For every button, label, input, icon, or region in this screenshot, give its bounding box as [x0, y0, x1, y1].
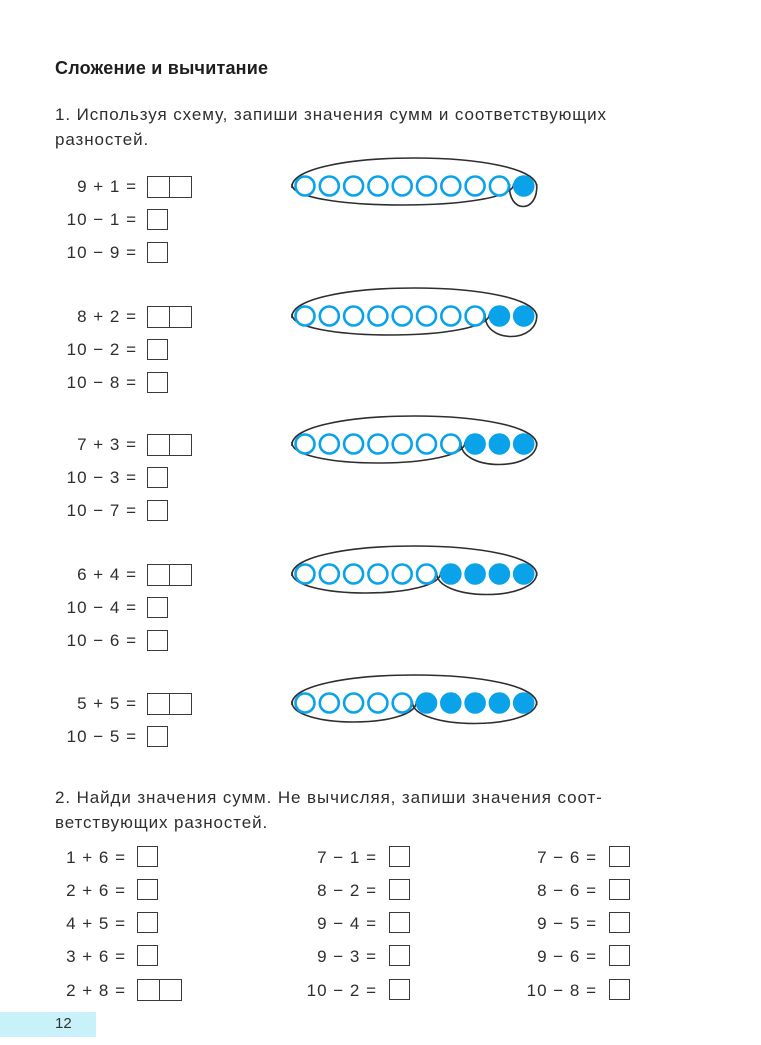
answer-box-two-digit[interactable]	[147, 693, 192, 715]
answer-box[interactable]	[147, 597, 168, 618]
answer-box[interactable]	[137, 846, 158, 867]
open-circle	[320, 177, 339, 196]
page-number-tab	[0, 1012, 96, 1037]
open-circle	[320, 307, 339, 326]
open-circle	[441, 177, 460, 196]
task2-equation-c2-r1: 7 − 1 =	[317, 848, 377, 867]
filled-circle	[466, 694, 485, 713]
open-circle	[417, 565, 436, 584]
task2-equation-c3-r4: 9 − 6 =	[537, 947, 597, 966]
equation-4-diff-0: 10 − 4 =	[66, 598, 137, 617]
box-divider	[169, 694, 170, 714]
answer-box[interactable]	[609, 945, 630, 966]
filled-circle	[417, 694, 436, 713]
open-circle	[320, 435, 339, 454]
open-circle	[296, 435, 315, 454]
task2-equation-c1-r3: 4 + 5 =	[66, 914, 126, 933]
task2-equation-c2-r5: 10 − 2 =	[306, 981, 377, 1000]
task2-equation-c2-r4: 9 − 3 =	[317, 947, 377, 966]
open-circle	[320, 694, 339, 713]
open-circle	[344, 177, 363, 196]
equation-4-sum: 6 + 4 =	[77, 565, 137, 584]
filled-circle	[490, 435, 509, 454]
open-circle	[344, 694, 363, 713]
answer-box-two-digit[interactable]	[137, 979, 182, 1001]
circle-scheme-1	[285, 147, 545, 237]
open-circle	[393, 177, 412, 196]
answer-box[interactable]	[609, 912, 630, 933]
circle-scheme-4	[285, 535, 545, 625]
answer-box[interactable]	[389, 912, 410, 933]
equation-4-diff-1: 10 − 6 =	[66, 631, 137, 650]
filled-circle	[514, 565, 533, 584]
task2-equation-c1-r4: 3 + 6 =	[66, 947, 126, 966]
open-circle	[441, 435, 460, 454]
circle-scheme-3	[285, 405, 545, 495]
open-circle	[417, 177, 436, 196]
task1-line1: 1. Используя схему, запиши значения сумм и соответствующих	[55, 105, 607, 124]
answer-box[interactable]	[147, 209, 168, 230]
task2-instruction	[55, 785, 603, 835]
task2-equation-c1-r2: 2 + 6 =	[66, 881, 126, 900]
answer-box-two-digit[interactable]	[147, 306, 192, 328]
equation-2-diff-1: 10 − 8 =	[66, 373, 137, 392]
equation-1-sum: 9 + 1 =	[77, 177, 137, 196]
task2-equation-c3-r1: 7 − 6 =	[537, 848, 597, 867]
equation-1-diff-1: 10 − 9 =	[66, 243, 137, 262]
answer-box[interactable]	[137, 945, 158, 966]
filled-circle	[466, 435, 485, 454]
box-divider	[169, 307, 170, 327]
task2-line1: 2. Найди значения сумм. Не вычисляя, запиши значения соот-	[55, 788, 603, 807]
filled-circle	[490, 694, 509, 713]
answer-box[interactable]	[389, 945, 410, 966]
task1-instruction	[55, 102, 607, 152]
equation-3-diff-1: 10 − 7 =	[66, 501, 137, 520]
open-circle	[417, 307, 436, 326]
answer-box[interactable]	[389, 879, 410, 900]
answer-box[interactable]	[137, 912, 158, 933]
task1-line2: разностей.	[55, 130, 150, 149]
task2-line2: ветствующих разностей.	[55, 813, 269, 832]
filled-circle	[441, 694, 460, 713]
answer-box[interactable]	[147, 630, 168, 651]
box-divider	[169, 565, 170, 585]
task2-equation-c1-r5: 2 + 8 =	[66, 981, 126, 1000]
answer-box[interactable]	[147, 726, 168, 747]
filled-circle	[514, 307, 533, 326]
equation-3-diff-0: 10 − 3 =	[66, 468, 137, 487]
open-circle	[368, 435, 387, 454]
open-circle	[296, 565, 315, 584]
open-circle	[393, 694, 412, 713]
answer-box[interactable]	[147, 339, 168, 360]
open-circle	[368, 307, 387, 326]
box-divider	[169, 177, 170, 197]
task2-equation-c3-r2: 8 − 6 =	[537, 881, 597, 900]
answer-box[interactable]	[609, 979, 630, 1000]
open-circle	[368, 565, 387, 584]
box-divider	[159, 980, 160, 1000]
open-circle	[393, 565, 412, 584]
equation-3-sum: 7 + 3 =	[77, 435, 137, 454]
answer-box[interactable]	[147, 467, 168, 488]
answer-box[interactable]	[147, 242, 168, 263]
open-circle	[344, 307, 363, 326]
task2-equation-c1-r1: 1 + 6 =	[66, 848, 126, 867]
open-circle	[368, 177, 387, 196]
filled-circle	[514, 694, 533, 713]
equation-5-sum: 5 + 5 =	[77, 694, 137, 713]
open-circle	[417, 435, 436, 454]
equation-2-sum: 8 + 2 =	[77, 307, 137, 326]
task2-equation-c2-r3: 9 − 4 =	[317, 914, 377, 933]
task2-equation-c3-r5: 10 − 8 =	[526, 981, 597, 1000]
answer-box-two-digit[interactable]	[147, 176, 192, 198]
open-circle	[490, 177, 509, 196]
open-circle	[296, 307, 315, 326]
circle-scheme-2	[285, 277, 545, 367]
box-divider	[169, 435, 170, 455]
open-circle	[466, 177, 485, 196]
page-number: 12	[55, 1015, 72, 1032]
answer-box[interactable]	[137, 879, 158, 900]
open-circle	[344, 435, 363, 454]
open-circle	[344, 565, 363, 584]
answer-box[interactable]	[609, 846, 630, 867]
filled-circle	[490, 307, 509, 326]
open-circle	[441, 307, 460, 326]
filled-circle	[514, 177, 533, 196]
equation-2-diff-0: 10 − 2 =	[66, 340, 137, 359]
open-circle	[466, 307, 485, 326]
answer-box[interactable]	[147, 372, 168, 393]
open-circle	[296, 694, 315, 713]
open-circle	[296, 177, 315, 196]
filled-circle	[466, 565, 485, 584]
answer-box-two-digit[interactable]	[147, 564, 192, 586]
filled-circle	[490, 565, 509, 584]
equation-5-diff-0: 10 − 5 =	[66, 727, 137, 746]
answer-box[interactable]	[147, 500, 168, 521]
section-title: Сложение и вычитание	[55, 58, 269, 78]
open-circle	[393, 435, 412, 454]
circle-scheme-5	[285, 664, 545, 754]
task2-equation-c2-r2: 8 − 2 =	[317, 881, 377, 900]
equation-1-diff-0: 10 − 1 =	[66, 210, 137, 229]
task2-equation-c3-r3: 9 − 5 =	[537, 914, 597, 933]
open-circle	[393, 307, 412, 326]
answer-box-two-digit[interactable]	[147, 434, 192, 456]
filled-circle	[441, 565, 460, 584]
answer-box[interactable]	[609, 879, 630, 900]
answer-box[interactable]	[389, 979, 410, 1000]
open-circle	[368, 694, 387, 713]
open-circle	[320, 565, 339, 584]
filled-circle	[514, 435, 533, 454]
answer-box[interactable]	[389, 846, 410, 867]
